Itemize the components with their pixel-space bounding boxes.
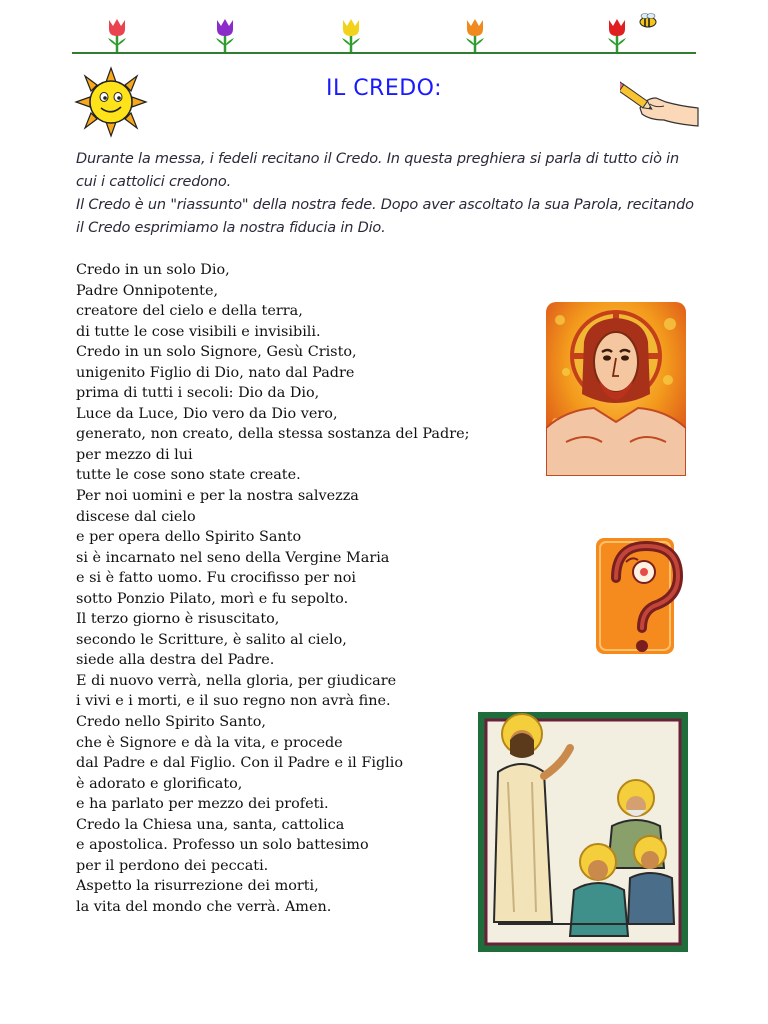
tulip-icon — [100, 16, 134, 54]
creed-line: la vita del mondo che verrà. Amen. — [76, 898, 332, 915]
tulip-icon — [458, 16, 492, 54]
tulip-icon — [334, 16, 368, 54]
creed-line: e si è fatto uomo. Fu crocifisso per noi — [76, 570, 357, 587]
creed-line: e ha parlato per mezzo dei profeti. — [76, 796, 329, 813]
creed-line: unigenito Figlio di Dio, nato dal Padre — [76, 364, 355, 381]
creed-prayer — [76, 260, 496, 918]
tulip-icon — [208, 16, 242, 54]
intro-paragraph: Durante la messa, i fedeli recitano il Credo. In questa preghiera si parla di tutto ciò in cui i cattolici credono. — [76, 151, 679, 190]
creed-line: dal Padre e dal Figlio. Con il Padre e il Figlio — [76, 755, 404, 772]
apostles-scene-image — [478, 712, 688, 952]
creed-line: Per noi uomini e per la nostra salvezza — [76, 488, 359, 505]
pencil-hand-icon — [620, 64, 700, 130]
bee-icon — [636, 12, 660, 28]
creed-line: per il perdono dei peccati. — [76, 857, 269, 874]
creed-line: i vivi e i morti, e il suo regno non avrà fine. — [76, 693, 391, 710]
creed-line: siede alla destra del Padre. — [76, 652, 275, 669]
question-mark-image — [596, 532, 688, 662]
creed-line: Credo nello Spirito Santo, — [76, 714, 266, 731]
creed-line: tutte le cose sono state create. — [76, 467, 301, 484]
page-title: IL CREDO: — [325, 76, 443, 101]
creed-line: che è Signore e dà la vita, e procede — [76, 734, 343, 751]
intro-paragraph: Il Credo è un "riassunto" della nostra fede. Dopo aver ascoltato la sua Parola, recitando il Credo esprimiamo la nostra fiducia in Dio. — [76, 197, 694, 236]
creed-line: per mezzo di lui — [76, 446, 193, 463]
intro-text — [76, 148, 696, 240]
creed-line: Il terzo giorno è risuscitato, — [76, 611, 280, 628]
creed-line: è adorato e glorificato, — [76, 775, 243, 792]
creed-line: si è incarnato nel seno della Vergine Maria — [76, 549, 390, 566]
creed-line: discese dal cielo — [76, 508, 196, 525]
creed-line: e apostolica. Professo un solo battesimo — [76, 837, 369, 854]
creed-line: generato, non creato, della stessa sostanza del Padre; — [76, 426, 470, 443]
header-divider — [72, 52, 696, 54]
creed-line: prima di tutti i secoli: Dio da Dio, — [76, 385, 320, 402]
creed-line: Aspetto la risurrezione dei morti, — [76, 878, 319, 895]
creed-line: Credo in un solo Signore, Gesù Cristo, — [76, 344, 357, 361]
tulip-icon — [600, 16, 634, 54]
creed-line: Credo in un solo Dio, — [76, 262, 230, 278]
creed-line: Padre Onnipotente, — [76, 282, 219, 299]
creed-line: E di nuovo verrà, nella gloria, per giudicare — [76, 672, 397, 689]
creed-line: Luce da Luce, Dio vero da Dio vero, — [76, 405, 338, 422]
creed-line: sotto Ponzio Pilato, morì e fu sepolto. — [76, 590, 349, 607]
creed-line: e per opera dello Spirito Santo — [76, 529, 302, 546]
creed-line: di tutte le cose visibili e invisibili. — [76, 323, 321, 340]
creed-line: Credo la Chiesa una, santa, cattolica — [76, 816, 345, 833]
creed-line: creatore del cielo e della terra, — [76, 303, 303, 320]
christ-icon-image — [546, 302, 686, 476]
creed-line: secondo le Scritture, è salito al cielo, — [76, 631, 347, 648]
